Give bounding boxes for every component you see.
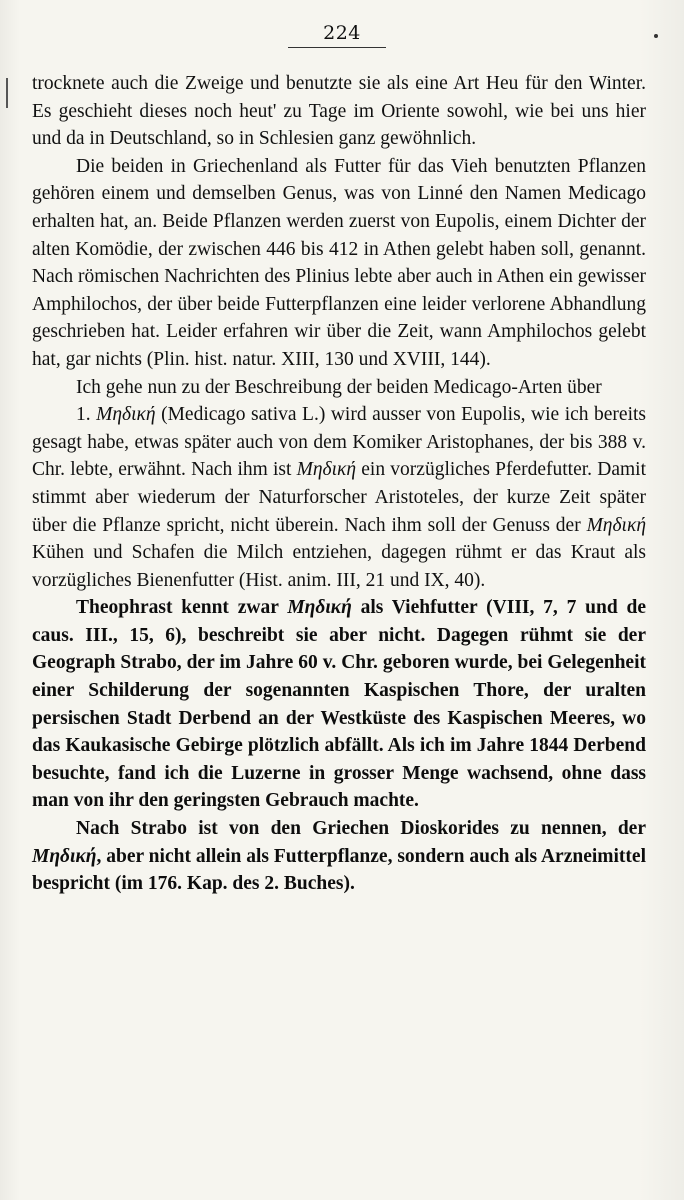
margin-mark (6, 78, 8, 108)
text-run: 1. (76, 404, 97, 426)
text-run: , aber nicht allein als Futterpflanze, sondern auch als Arzneimittel bespricht (im 176. Kap. des 2. Buches). (32, 845, 646, 895)
page-number: 224 (323, 22, 361, 44)
text-run: Nach Strabo ist von den Griechen Dioskorides zu nennen, der (76, 818, 646, 840)
body-text (32, 70, 646, 898)
text-run: Kühen und Schafen die Milch entziehen, dagegen rühmt er das Kraut als vorzügliches Bienenfutter (Hist. anim. III, 21 und IX, 40). (32, 542, 646, 591)
paragraph-3: Ich gehe nun zu der Beschreibung der beiden Medicago-Arten über (76, 376, 602, 398)
text-run: (Medicago sativa L.) wird ausser von Eupolis, wie ich bereits gesagt habe, etwas später auch von dem Komiker Aristophanes, der bis 388 v. Chr. lebte, erwähnt. Nach ihm ist (32, 404, 647, 481)
text-run: als Viehfutter (VIII, 7, 7 und de caus. III., 15, 6), beschreibt sie aber nicht. Dagegen rühmt sie der Geograph Strabo, der im Jahre 60 v. Chr. geboren wurde, bei Gelegenheit einer Schilderung der sogenannten Kaspischen Thore, der uralten persischen Stadt Derbend an der Westküste des Kaspischen Meeres, wo das Kaukasische Gebirge plötzlich abfällt. Als ich im Jahre 1844 Derbend besuchte, fand ich die Luzerne in grosser Menge wachsend, ohne dass man von ihr den geringsten Gebrauch machte. (32, 597, 646, 812)
paragraph-6 (32, 815, 646, 898)
greek-term: Μηδική (32, 845, 97, 867)
greek-term: Μηδική (287, 597, 352, 619)
paragraph-5 (32, 594, 646, 815)
page-number-rule (288, 47, 386, 48)
paragraph-2: Die beiden in Griechenland als Futter für das Vieh benutzten Pflanzen gehören einem und demselben Genus, was von Linné den Namen Medicago erhalten hat, an. Beide Pflanzen werden zuerst von Eupolis, einem Dichter der alten Komödie, der zwischen 446 bis 412 in Athen gelebt haben soll, genannt. Nach römischen Nachrichten des Plinius lebte aber auch in Athen ein gewisser Amphilochos, der über beide Futterpflanzen eine leider verlorene Abhandlung geschrieben hat. Leider erfahren wir über die Zeit, wann Amphilochos gelebt hat, gar nichts (Plin. hist. natur. XIII, 130 und XVIII, 144). (32, 155, 646, 370)
greek-term: Μηδική (296, 459, 357, 481)
paragraph-4 (32, 401, 646, 594)
greek-term: Μηδική (96, 404, 156, 426)
text-run: Theophrast kennt zwar (76, 597, 288, 619)
paragraph-1: trocknete auch die Zweige und benutzte sie als eine Art Heu für den Winter. Es geschieht dieses noch heut' zu Tage im Oriente sowohl, wie bei uns hier und da in Deutschland, so in Schlesien ganz gewöhnlich. (32, 73, 646, 150)
greek-term: Μηδική (586, 514, 646, 536)
text-run: ein vorzügliches Pferdefutter. Damit stimmt aber wiederum der Naturforscher Aristoteles, der kurze Zeit später über die Pflanze spricht, nicht überein. Nach ihm soll der Genuss der (32, 459, 646, 536)
